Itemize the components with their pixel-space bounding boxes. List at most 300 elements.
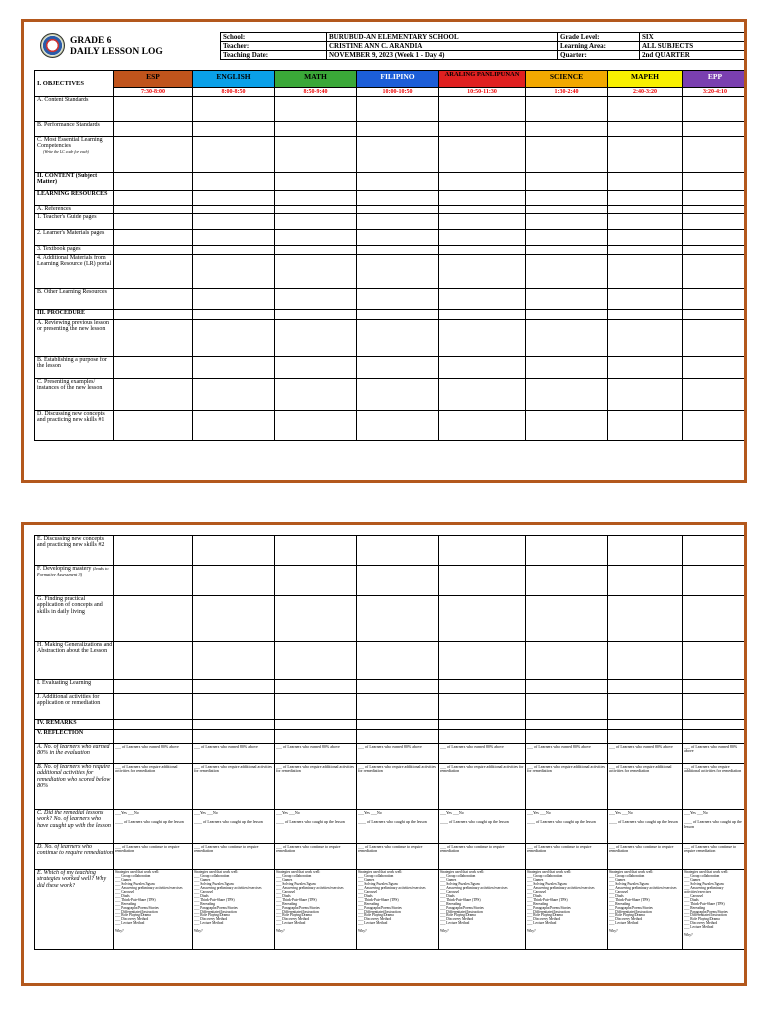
entry-cell[interactable] bbox=[114, 694, 193, 720]
entry-cell[interactable] bbox=[439, 320, 526, 357]
entry-cell[interactable] bbox=[357, 310, 439, 320]
entry-cell[interactable] bbox=[608, 173, 683, 191]
entry-cell[interactable] bbox=[439, 122, 526, 137]
entry-cell[interactable] bbox=[114, 730, 193, 744]
entry-cell[interactable] bbox=[683, 536, 748, 566]
yes-no[interactable]: ___Yes ___No bbox=[276, 810, 300, 815]
entry-cell[interactable] bbox=[357, 97, 439, 122]
entry-cell[interactable] bbox=[439, 137, 526, 173]
subject-math: MATH bbox=[275, 71, 357, 88]
entry-cell[interactable] bbox=[357, 642, 439, 680]
entry-cell[interactable] bbox=[526, 320, 608, 357]
entry-cell[interactable] bbox=[114, 255, 193, 289]
row-label: B. Establishing a purpose for the lesson bbox=[35, 357, 114, 379]
reflection-cell: ___ of Learners who earned 80% above bbox=[526, 744, 608, 764]
entry-cell[interactable] bbox=[357, 230, 439, 246]
entry-cell[interactable] bbox=[193, 536, 275, 566]
entry-cell[interactable] bbox=[526, 357, 608, 379]
entry-cell[interactable] bbox=[526, 566, 608, 596]
entry-cell[interactable] bbox=[683, 694, 748, 720]
entry-cell[interactable] bbox=[275, 566, 357, 596]
entry-cell[interactable] bbox=[275, 173, 357, 191]
reflection-cell: ___ of Learners who continue to require remediation bbox=[193, 844, 275, 870]
entry-cell[interactable] bbox=[683, 357, 748, 379]
entry-cell[interactable] bbox=[357, 730, 439, 744]
entry-cell[interactable] bbox=[683, 720, 748, 730]
entry-cell[interactable] bbox=[683, 289, 748, 310]
entry-cell[interactable] bbox=[275, 137, 357, 173]
quarter-value: 2nd QUARTER bbox=[640, 51, 748, 60]
subject-time: 8:00-8:50 bbox=[193, 88, 275, 97]
reflection-cell: ___ of Learners who require additional activities for remediation bbox=[526, 764, 608, 810]
entry-cell[interactable] bbox=[275, 596, 357, 642]
entry-cell[interactable] bbox=[526, 255, 608, 289]
grade-level-label: Grade Level: bbox=[558, 33, 640, 42]
row-label: D. Discussing new concepts and practicing new skills #1 bbox=[35, 411, 114, 441]
grade-level-value: SIX bbox=[640, 33, 748, 42]
entry-cell[interactable] bbox=[683, 173, 748, 191]
row-label: B. Other Learning Resources bbox=[35, 289, 114, 310]
entry-cell[interactable] bbox=[608, 536, 683, 566]
row-label: III. PROCEDURE bbox=[35, 310, 114, 320]
teacher-label: Teacher: bbox=[221, 42, 327, 51]
entry-cell[interactable] bbox=[193, 97, 275, 122]
row-label: J. Additional activities for application or remediation bbox=[35, 694, 114, 720]
entry-cell[interactable] bbox=[608, 411, 683, 441]
yes-no[interactable]: ___Yes ___No bbox=[358, 810, 382, 815]
entry-cell[interactable] bbox=[114, 214, 193, 230]
subject-time: 7:30-8:00 bbox=[114, 88, 193, 97]
reflection-cell: ___ of Learners who require additional activities for remediation bbox=[357, 764, 439, 810]
entry-cell[interactable] bbox=[114, 137, 193, 173]
entry-cell[interactable] bbox=[608, 379, 683, 411]
entry-cell[interactable] bbox=[275, 357, 357, 379]
entry-cell[interactable] bbox=[439, 230, 526, 246]
entry-cell[interactable] bbox=[357, 122, 439, 137]
entry-cell[interactable] bbox=[526, 730, 608, 744]
entry-cell[interactable] bbox=[608, 246, 683, 255]
objectives-table bbox=[34, 70, 747, 441]
header bbox=[34, 30, 747, 62]
entry-cell[interactable] bbox=[357, 246, 439, 255]
entry-cell[interactable] bbox=[357, 137, 439, 173]
entry-cell[interactable] bbox=[275, 411, 357, 441]
entry-cell[interactable] bbox=[114, 310, 193, 320]
entry-cell[interactable] bbox=[608, 191, 683, 206]
entry-cell[interactable] bbox=[526, 137, 608, 173]
entry-cell[interactable] bbox=[114, 289, 193, 310]
entry-cell[interactable] bbox=[357, 694, 439, 720]
entry-cell[interactable] bbox=[193, 379, 275, 411]
entry-cell[interactable] bbox=[683, 642, 748, 680]
subject-esp: ESP bbox=[114, 71, 193, 88]
subject-time: 8:50-9:40 bbox=[275, 88, 357, 97]
entry-cell[interactable] bbox=[439, 730, 526, 744]
entry-cell[interactable] bbox=[193, 596, 275, 642]
entry-cell[interactable] bbox=[526, 411, 608, 441]
objectives-label: I. OBJECTIVES bbox=[35, 71, 114, 97]
subject-epp: EPP bbox=[683, 71, 748, 88]
entry-cell[interactable] bbox=[608, 310, 683, 320]
entry-cell[interactable] bbox=[357, 379, 439, 411]
entry-cell[interactable] bbox=[526, 536, 608, 566]
entry-cell[interactable] bbox=[439, 289, 526, 310]
strategies-cell: Strategies used that work well: ___ Group collaboration ___ Games ___ Solving Puzzles/Jigsaw ___ Answering preliminary activities/exercises ___ Carousel ___ Diads ___ Think-Pair-Share (TPS) ___ Rereading ___ Paragraphs/Poems/Stories ___ Differentiated Instruction ___ Role Playing/Drama ___ Discovery Method ___ Lecture Method Why? bbox=[439, 870, 526, 950]
entry-cell[interactable] bbox=[114, 97, 193, 122]
row-label: A. References bbox=[35, 206, 114, 214]
date-value: NOVEMBER 9, 2023 (Week 1 - Day 4) bbox=[327, 51, 558, 60]
reflection-cell bbox=[275, 810, 357, 844]
entry-cell[interactable] bbox=[608, 357, 683, 379]
entry-cell[interactable] bbox=[114, 191, 193, 206]
entry-cell[interactable] bbox=[608, 596, 683, 642]
entry-cell[interactable] bbox=[193, 357, 275, 379]
entry-cell[interactable] bbox=[683, 97, 748, 122]
entry-cell[interactable] bbox=[193, 642, 275, 680]
entry-cell[interactable] bbox=[193, 730, 275, 744]
subject-time: 1:30-2:40 bbox=[526, 88, 608, 97]
entry-cell[interactable] bbox=[526, 122, 608, 137]
entry-cell[interactable] bbox=[275, 720, 357, 730]
log-title: DAILY LESSON LOG bbox=[70, 47, 163, 57]
reflection-cell: ___ of Learners who require additional activities for remediation bbox=[114, 764, 193, 810]
learning-area-label: Learning Area: bbox=[558, 42, 640, 51]
row-label: B. Performance Standards bbox=[35, 122, 114, 137]
entry-cell[interactable] bbox=[608, 230, 683, 246]
reflection-cell bbox=[683, 810, 748, 844]
entry-cell[interactable] bbox=[275, 730, 357, 744]
reflection-cell: ___ of Learners who earned 80% above bbox=[608, 744, 683, 764]
row-label: A. No. of learners who earned 80% in the evaluation bbox=[35, 744, 114, 764]
entry-cell[interactable] bbox=[526, 97, 608, 122]
entry-cell[interactable] bbox=[193, 246, 275, 255]
entry-cell[interactable] bbox=[275, 122, 357, 137]
entry-cell[interactable] bbox=[114, 536, 193, 566]
entry-cell[interactable] bbox=[439, 642, 526, 680]
entry-cell[interactable] bbox=[357, 411, 439, 441]
entry-cell[interactable] bbox=[275, 191, 357, 206]
entry-cell[interactable] bbox=[439, 720, 526, 730]
entry-cell[interactable] bbox=[608, 255, 683, 289]
entry-cell[interactable] bbox=[439, 191, 526, 206]
entry-cell[interactable] bbox=[526, 310, 608, 320]
caught-up: ____ of Learners who caught up the lesson bbox=[276, 819, 345, 825]
strategies-cell: Strategies used that work well: ___ Group collaboration ___ Games ___ Solving Puzzles/Jigsaw ___ Answering preliminary activities/exercises ___ Carousel ___ Diads ___ Think-Pair-Share (TPS) ___ Rereading ___ Paragraphs/Poems/Stories ___ Differentiated Instruction ___ Role Playing/Drama ___ Discovery Method ___ Lecture Method Why? bbox=[193, 870, 275, 950]
entry-cell[interactable] bbox=[357, 255, 439, 289]
entry-cell[interactable] bbox=[439, 214, 526, 230]
entry-cell[interactable] bbox=[526, 246, 608, 255]
entry-cell[interactable] bbox=[683, 566, 748, 596]
entry-cell[interactable] bbox=[439, 596, 526, 642]
entry-cell[interactable] bbox=[193, 173, 275, 191]
entry-cell[interactable] bbox=[357, 320, 439, 357]
row-label: I. Evaluating Learning bbox=[35, 680, 114, 694]
entry-cell[interactable] bbox=[357, 214, 439, 230]
entry-cell[interactable] bbox=[439, 310, 526, 320]
school-label: School: bbox=[221, 33, 327, 42]
entry-cell[interactable] bbox=[439, 411, 526, 441]
melc-note: (Write the LC code for each) bbox=[43, 148, 89, 154]
entry-cell[interactable] bbox=[608, 694, 683, 720]
entry-cell[interactable] bbox=[193, 191, 275, 206]
entry-cell[interactable] bbox=[608, 214, 683, 230]
entry-cell[interactable] bbox=[439, 357, 526, 379]
entry-cell[interactable] bbox=[275, 246, 357, 255]
entry-cell[interactable] bbox=[357, 536, 439, 566]
entry-cell[interactable] bbox=[439, 173, 526, 191]
entry-cell[interactable] bbox=[114, 720, 193, 730]
entry-cell[interactable] bbox=[608, 289, 683, 310]
entry-cell[interactable] bbox=[526, 694, 608, 720]
entry-cell[interactable] bbox=[526, 289, 608, 310]
yes-no[interactable]: ___Yes ___No bbox=[115, 810, 139, 815]
entry-cell[interactable] bbox=[439, 536, 526, 566]
row-label: C. Most Essential Learning Competencies (Write the LC code for each) bbox=[35, 137, 114, 173]
entry-cell[interactable] bbox=[526, 191, 608, 206]
entry-cell[interactable] bbox=[275, 230, 357, 246]
entry-cell[interactable] bbox=[357, 680, 439, 694]
entry-cell[interactable] bbox=[193, 289, 275, 310]
row-label: 3. Textbook pages bbox=[35, 246, 114, 255]
strategies-cell: Strategies used that work well: ___ Group collaboration ___ Games ___ Solving Puzzles/Jigsaw ___ Answering preliminary activities/exercises ___ Carousel ___ Diads ___ Think-Pair-Share (TPS) ___ Rereading ___ Paragraphs/Poems/Stories ___ Differentiated Instruction ___ Role Playing/Drama ___ Discovery Method ___ Lecture Method Why? bbox=[275, 870, 357, 950]
entry-cell[interactable] bbox=[439, 379, 526, 411]
quarter-label: Quarter: bbox=[558, 51, 640, 60]
reflection-cell: ___ of Learners who require additional activities for remediation bbox=[439, 764, 526, 810]
entry-cell[interactable] bbox=[526, 596, 608, 642]
entry-cell[interactable] bbox=[608, 566, 683, 596]
entry-cell[interactable] bbox=[357, 206, 439, 214]
reflection-cell bbox=[608, 810, 683, 844]
entry-cell[interactable] bbox=[193, 310, 275, 320]
entry-cell[interactable] bbox=[114, 173, 193, 191]
entry-cell[interactable] bbox=[608, 206, 683, 214]
entry-cell[interactable] bbox=[114, 320, 193, 357]
entry-cell[interactable] bbox=[357, 173, 439, 191]
row-label: II. CONTENT (Subject Matter) bbox=[35, 173, 114, 191]
entry-cell[interactable] bbox=[114, 206, 193, 214]
entry-cell[interactable] bbox=[114, 680, 193, 694]
entry-cell[interactable] bbox=[683, 730, 748, 744]
entry-cell[interactable] bbox=[683, 379, 748, 411]
entry-cell[interactable] bbox=[526, 379, 608, 411]
caught-up: ____ of Learners who caught up the lesson bbox=[440, 819, 509, 825]
row-label: H. Making Generalizations and Abstraction about the Lesson bbox=[35, 642, 114, 680]
yes-no[interactable]: ___Yes ___No bbox=[194, 810, 218, 815]
entry-cell[interactable] bbox=[526, 173, 608, 191]
entry-cell[interactable] bbox=[357, 566, 439, 596]
entry-cell[interactable] bbox=[357, 289, 439, 310]
reflection-cell: ___ of Learners who continue to require remediation bbox=[439, 844, 526, 870]
entry-cell[interactable] bbox=[526, 720, 608, 730]
school-logo-icon bbox=[40, 33, 65, 58]
reflection-cell: ___ of Learners who earned 80% above bbox=[114, 744, 193, 764]
entry-cell[interactable] bbox=[683, 596, 748, 642]
caught-up: ____ of Learners who caught up the lesson bbox=[527, 819, 596, 825]
entry-cell[interactable] bbox=[526, 206, 608, 214]
strategies-cell: Strategies used that work well: ___ Group collaboration ___ Games ___ Solving Puzzles/Jigsaw ___ Answering preliminary activities/exercises ___ Carousel ___ Diads ___ Think-Pair-Share (TPS) ___ Rereading ___ Paragraphs/Poems/Stories ___ Differentiated Instruction ___ Role Playing/Drama ___ Discovery Method ___ Lecture Method Why? bbox=[526, 870, 608, 950]
entry-cell[interactable] bbox=[608, 137, 683, 173]
entry-cell[interactable] bbox=[683, 137, 748, 173]
entry-cell[interactable] bbox=[275, 214, 357, 230]
reflection-cell bbox=[114, 810, 193, 844]
entry-cell[interactable] bbox=[683, 411, 748, 441]
page-two bbox=[21, 522, 747, 986]
entry-cell[interactable] bbox=[193, 137, 275, 173]
info-table bbox=[220, 32, 747, 60]
entry-cell[interactable] bbox=[439, 255, 526, 289]
entry-cell[interactable] bbox=[608, 730, 683, 744]
entry-cell[interactable] bbox=[193, 720, 275, 730]
entry-cell[interactable] bbox=[193, 411, 275, 441]
reflection-cell bbox=[526, 810, 608, 844]
entry-cell[interactable] bbox=[526, 214, 608, 230]
entry-cell[interactable] bbox=[608, 122, 683, 137]
entry-cell[interactable] bbox=[439, 206, 526, 214]
entry-cell[interactable] bbox=[357, 596, 439, 642]
entry-cell[interactable] bbox=[357, 191, 439, 206]
reflection-cell: ___ of Learners who continue to require remediation bbox=[275, 844, 357, 870]
reflection-cell: ___ of Learners who require additional activities for remediation bbox=[608, 764, 683, 810]
entry-cell[interactable] bbox=[275, 97, 357, 122]
entry-cell[interactable] bbox=[683, 191, 748, 206]
strategies-cell: Strategies used that work well: ___ Group collaboration ___ Games ___ Solving Puzzles/Jigsaw ___ Answering preliminary activities/exercises ___ Carousel ___ Diads ___ Think-Pair-Share (TPS) ___ Rereading ___ Paragraphs/Poems/Stories ___ Differentiated Instruction ___ Role Playing/Drama ___ Discovery Method ___ Lecture Method Why? bbox=[357, 870, 439, 950]
reflection-cell: ___ of Learners who earned 80% above bbox=[275, 744, 357, 764]
subject-science: SCIENCE bbox=[526, 71, 608, 88]
row-label: LEARNING RESOURCES bbox=[35, 191, 114, 206]
row-label: E. Which of my teaching strategies worked well? Why did these work? bbox=[35, 870, 114, 950]
entry-cell[interactable] bbox=[275, 642, 357, 680]
entry-cell[interactable] bbox=[357, 720, 439, 730]
subject-english: ENGLISH bbox=[193, 71, 275, 88]
entry-cell[interactable] bbox=[275, 310, 357, 320]
row-label: A. Content Standards bbox=[35, 97, 114, 122]
reflection-cell bbox=[439, 810, 526, 844]
subject-mapeh: MAPEH bbox=[608, 71, 683, 88]
entry-cell[interactable] bbox=[439, 680, 526, 694]
row-label: 1. Teacher's Guide pages bbox=[35, 214, 114, 230]
entry-cell[interactable] bbox=[114, 122, 193, 137]
entry-cell[interactable] bbox=[193, 694, 275, 720]
entry-cell[interactable] bbox=[439, 246, 526, 255]
row-label: F. Developing mastery (leads to Formative Assessment 3) bbox=[35, 566, 114, 596]
yes-no[interactable]: ___Yes ___No bbox=[527, 810, 551, 815]
row-label: C. Did the remedial lessons work? No. of learners who have caught up with the lesson bbox=[35, 810, 114, 844]
subject-time: 3:20-4:10 bbox=[683, 88, 748, 97]
page-one bbox=[21, 19, 747, 483]
subject-time: 2:40-3:20 bbox=[608, 88, 683, 97]
yes-no[interactable]: ___Yes ___No bbox=[684, 810, 708, 815]
title-block bbox=[70, 36, 163, 58]
entry-cell[interactable] bbox=[114, 642, 193, 680]
entry-cell[interactable] bbox=[439, 694, 526, 720]
row-label: 2. Learner's Materials pages bbox=[35, 230, 114, 246]
entry-cell[interactable] bbox=[114, 596, 193, 642]
entry-cell[interactable] bbox=[114, 357, 193, 379]
entry-cell[interactable] bbox=[683, 680, 748, 694]
entry-cell[interactable] bbox=[275, 289, 357, 310]
entry-cell[interactable] bbox=[275, 694, 357, 720]
strategies-cell: Strategies used that work well: ___ Group collaboration ___ Games ___ Solving Puzzles/Jigsaw ___ Answering preliminary activities/exercises ___ Carousel ___ Diads ___ Think-Pair-Share (TPS) ___ Rereading ___ Paragraphs/Poems/Stories ___ Differentiated Instruction ___ Role Playing/Drama ___ Discovery Method ___ Lecture Method Why? bbox=[608, 870, 683, 950]
entry-cell[interactable] bbox=[439, 566, 526, 596]
entry-cell[interactable] bbox=[193, 680, 275, 694]
row-label: 4. Additional Materials from Learning Resource (LR) portal bbox=[35, 255, 114, 289]
entry-cell[interactable] bbox=[608, 642, 683, 680]
entry-cell[interactable] bbox=[526, 230, 608, 246]
entry-cell[interactable] bbox=[114, 566, 193, 596]
entry-cell[interactable] bbox=[608, 320, 683, 357]
entry-cell[interactable] bbox=[193, 255, 275, 289]
subject-time: 10:50-11:30 bbox=[439, 88, 526, 97]
caught-up: ____ of Learners who caught up the lesson bbox=[115, 819, 184, 825]
row-label: V. REFLECTION bbox=[35, 730, 114, 744]
entry-cell[interactable] bbox=[275, 680, 357, 694]
reflection-cell: ___ of Learners who earned 80% above bbox=[193, 744, 275, 764]
date-label: Teaching Date: bbox=[221, 51, 327, 60]
reflection-cell: ___ of Learners who require additional activities for remediation bbox=[275, 764, 357, 810]
entry-cell[interactable] bbox=[275, 536, 357, 566]
entry-cell[interactable] bbox=[439, 97, 526, 122]
subject-time: 10:00-10:50 bbox=[357, 88, 439, 97]
entry-cell[interactable] bbox=[193, 230, 275, 246]
entry-cell[interactable] bbox=[683, 320, 748, 357]
grade-title: GRADE 6 bbox=[70, 36, 112, 46]
yes-no[interactable]: ___Yes ___No bbox=[609, 810, 633, 815]
entry-cell[interactable] bbox=[608, 97, 683, 122]
entry-cell[interactable] bbox=[683, 255, 748, 289]
reflection-cell: ___ of Learners who continue to require remediation bbox=[357, 844, 439, 870]
reflection-cell: ___ of Learners who earned 80% above bbox=[683, 744, 748, 764]
entry-cell[interactable] bbox=[193, 566, 275, 596]
reflection-cell: ___ of Learners who earned 80% above bbox=[439, 744, 526, 764]
caught-up: ____ of Learners who caught up the lesson bbox=[194, 819, 263, 825]
entry-cell[interactable] bbox=[683, 122, 748, 137]
entry-cell[interactable] bbox=[275, 379, 357, 411]
entry-cell[interactable] bbox=[683, 214, 748, 230]
reflection-cell: ___ of Learners who continue to require remediation bbox=[114, 844, 193, 870]
caught-up: ____ of Learners who caught up the lesson bbox=[358, 819, 427, 825]
entry-cell[interactable] bbox=[683, 246, 748, 255]
entry-cell[interactable] bbox=[608, 720, 683, 730]
entry-cell[interactable] bbox=[608, 680, 683, 694]
mastery-note: (leads to Formative Assessment 3) bbox=[37, 566, 109, 578]
entry-cell[interactable] bbox=[275, 255, 357, 289]
entry-cell[interactable] bbox=[683, 230, 748, 246]
entry-cell[interactable] bbox=[683, 310, 748, 320]
entry-cell[interactable] bbox=[114, 230, 193, 246]
entry-cell[interactable] bbox=[526, 680, 608, 694]
entry-cell[interactable] bbox=[114, 246, 193, 255]
entry-cell[interactable] bbox=[275, 320, 357, 357]
subject-filipino: FILIPINO bbox=[357, 71, 439, 88]
entry-cell[interactable] bbox=[193, 320, 275, 357]
reflection-cell bbox=[193, 810, 275, 844]
row-label: E. Discussing new concepts and practicing new skills #2 bbox=[35, 536, 114, 566]
entry-cell[interactable] bbox=[193, 122, 275, 137]
yes-no[interactable]: ___Yes ___No bbox=[440, 810, 464, 815]
entry-cell[interactable] bbox=[193, 214, 275, 230]
entry-cell[interactable] bbox=[275, 206, 357, 214]
entry-cell[interactable] bbox=[114, 411, 193, 441]
row-label: IV. REMARKS bbox=[35, 720, 114, 730]
reflection-cell: ___ of Learners who earned 80% above bbox=[357, 744, 439, 764]
entry-cell[interactable] bbox=[193, 206, 275, 214]
entry-cell[interactable] bbox=[683, 206, 748, 214]
entry-cell[interactable] bbox=[357, 357, 439, 379]
entry-cell[interactable] bbox=[114, 379, 193, 411]
learning-area-value: ALL SUBJECTS bbox=[640, 42, 748, 51]
reflection-cell: ___ of Learners who continue to require remediation bbox=[683, 844, 748, 870]
entry-cell[interactable] bbox=[526, 642, 608, 680]
